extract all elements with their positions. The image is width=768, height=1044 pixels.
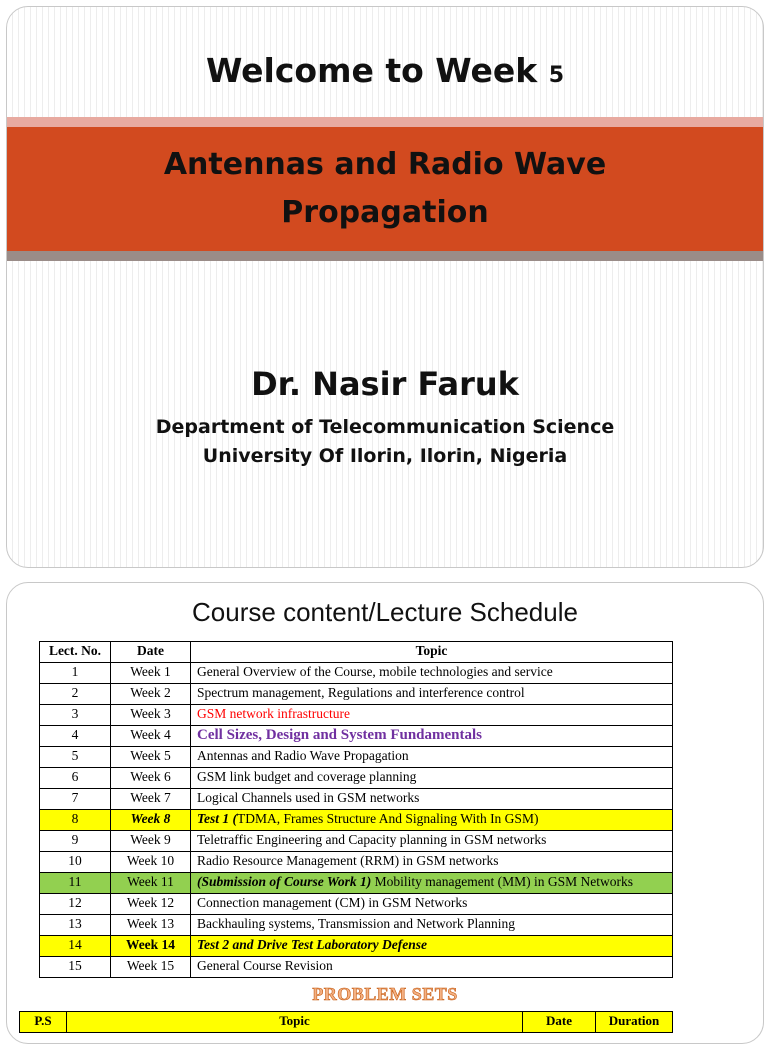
accent-band-top [7, 117, 763, 127]
ps-header-no: P.S [20, 1012, 67, 1033]
cell-topic: General Overview of the Course, mobile technologies and service [191, 663, 673, 684]
header-lect-no: Lect. No. [40, 642, 111, 663]
cell-topic: Test 2 and Drive Test Laboratory Defense [191, 936, 673, 957]
department-name: Department of Telecommunication Science [155, 416, 615, 438]
test-label: Test 1 ( [197, 811, 237, 826]
schedule-title: Course content/Lecture Schedule [192, 597, 578, 627]
cell-date: Week 1 [111, 663, 191, 684]
cell-date: Week 11 [111, 873, 191, 894]
cell-topic: Connection management (CM) in GSM Networks [191, 894, 673, 915]
coursework-label: (Submission of Course Work 1) [197, 874, 372, 889]
cell-no: 14 [40, 936, 111, 957]
cell-date: Week 15 [111, 957, 191, 978]
cell-topic: GSM network infrastructure [191, 705, 673, 726]
schedule-slide [6, 582, 764, 1044]
cell-no: 15 [40, 957, 111, 978]
cell-date: Week 10 [111, 852, 191, 873]
cell-no: 1 [40, 663, 111, 684]
main-title-line1: Antennas and Radio Wave [163, 147, 607, 182]
cell-date: Week 9 [111, 831, 191, 852]
cell-date: Week 8 [111, 810, 191, 831]
problem-sets-heading: PROBLEM SETS [312, 984, 458, 1004]
welcome-text: Welcome to Week [205, 51, 538, 90]
cell-topic: Spectrum management, Regulations and interference control [191, 684, 673, 705]
cell-topic: Teletraffic Engineering and Capacity planning in GSM networks [191, 831, 673, 852]
ps-header-row [20, 1012, 673, 1033]
cell-no: 7 [40, 789, 111, 810]
ps-header-topic: Topic [67, 1012, 523, 1033]
cell-no: 13 [40, 915, 111, 936]
cell-no: 4 [40, 726, 111, 747]
cell-no: 3 [40, 705, 111, 726]
table-row-test2 [40, 936, 673, 957]
table-header-row [40, 642, 673, 663]
cell-date: Week 14 [111, 936, 191, 957]
table-row-coursework [40, 873, 673, 894]
week-number: 5 [548, 63, 565, 88]
ps-header-date: Date [523, 1012, 596, 1033]
cell-topic: GSM link budget and coverage planning [191, 768, 673, 789]
table-row [40, 726, 673, 747]
test-topic: TDMA, Frames Structure And Signaling With In GSM) [237, 811, 539, 826]
cell-date: Week 3 [111, 705, 191, 726]
author-name: Dr. Nasir Faruk [251, 365, 519, 403]
table-row [40, 831, 673, 852]
cell-no: 8 [40, 810, 111, 831]
header-date: Date [111, 642, 191, 663]
header-topic: Topic [191, 642, 673, 663]
university-name: University Of Ilorin, Ilorin, Nigeria [202, 445, 568, 467]
table-row [40, 852, 673, 873]
problem-sets-table [19, 1011, 673, 1033]
cell-no: 2 [40, 684, 111, 705]
cell-no: 5 [40, 747, 111, 768]
table-row [40, 705, 673, 726]
title-band [7, 127, 763, 251]
accent-band-bottom [7, 251, 763, 261]
cell-topic: Radio Resource Management (RRM) in GSM networks [191, 852, 673, 873]
table-row [40, 684, 673, 705]
table-row [40, 894, 673, 915]
cell-topic: General Course Revision [191, 957, 673, 978]
affiliation [7, 413, 763, 471]
cell-date: Week 6 [111, 768, 191, 789]
ps-header-duration: Duration [596, 1012, 673, 1033]
cell-no: 9 [40, 831, 111, 852]
cell-date: Week 13 [111, 915, 191, 936]
cell-no: 10 [40, 852, 111, 873]
cell-topic: Logical Channels used in GSM networks [191, 789, 673, 810]
cell-date: Week 4 [111, 726, 191, 747]
table-row [40, 789, 673, 810]
cell-topic [191, 873, 673, 894]
cell-topic [191, 810, 673, 831]
table-row [40, 915, 673, 936]
cell-topic: Backhauling systems, Transmission and Network Planning [191, 915, 673, 936]
cell-date: Week 7 [111, 789, 191, 810]
table-row [40, 663, 673, 684]
cell-no: 11 [40, 873, 111, 894]
main-title-line2: Propagation [281, 195, 489, 230]
cell-date: Week 5 [111, 747, 191, 768]
welcome-heading [7, 51, 763, 90]
cell-date: Week 12 [111, 894, 191, 915]
coursework-topic: Mobility management (MM) in GSM Networks [371, 874, 634, 889]
cell-topic: Cell Sizes, Design and System Fundamentals [191, 726, 673, 747]
cell-no: 12 [40, 894, 111, 915]
cell-no: 6 [40, 768, 111, 789]
table-row [40, 747, 673, 768]
slide-main-title [7, 141, 763, 237]
cell-topic: Antennas and Radio Wave Propagation [191, 747, 673, 768]
table-row [40, 768, 673, 789]
cell-date: Week 2 [111, 684, 191, 705]
table-row [40, 957, 673, 978]
table-row-test1 [40, 810, 673, 831]
lecture-schedule-table [39, 641, 673, 978]
title-slide [6, 6, 764, 568]
